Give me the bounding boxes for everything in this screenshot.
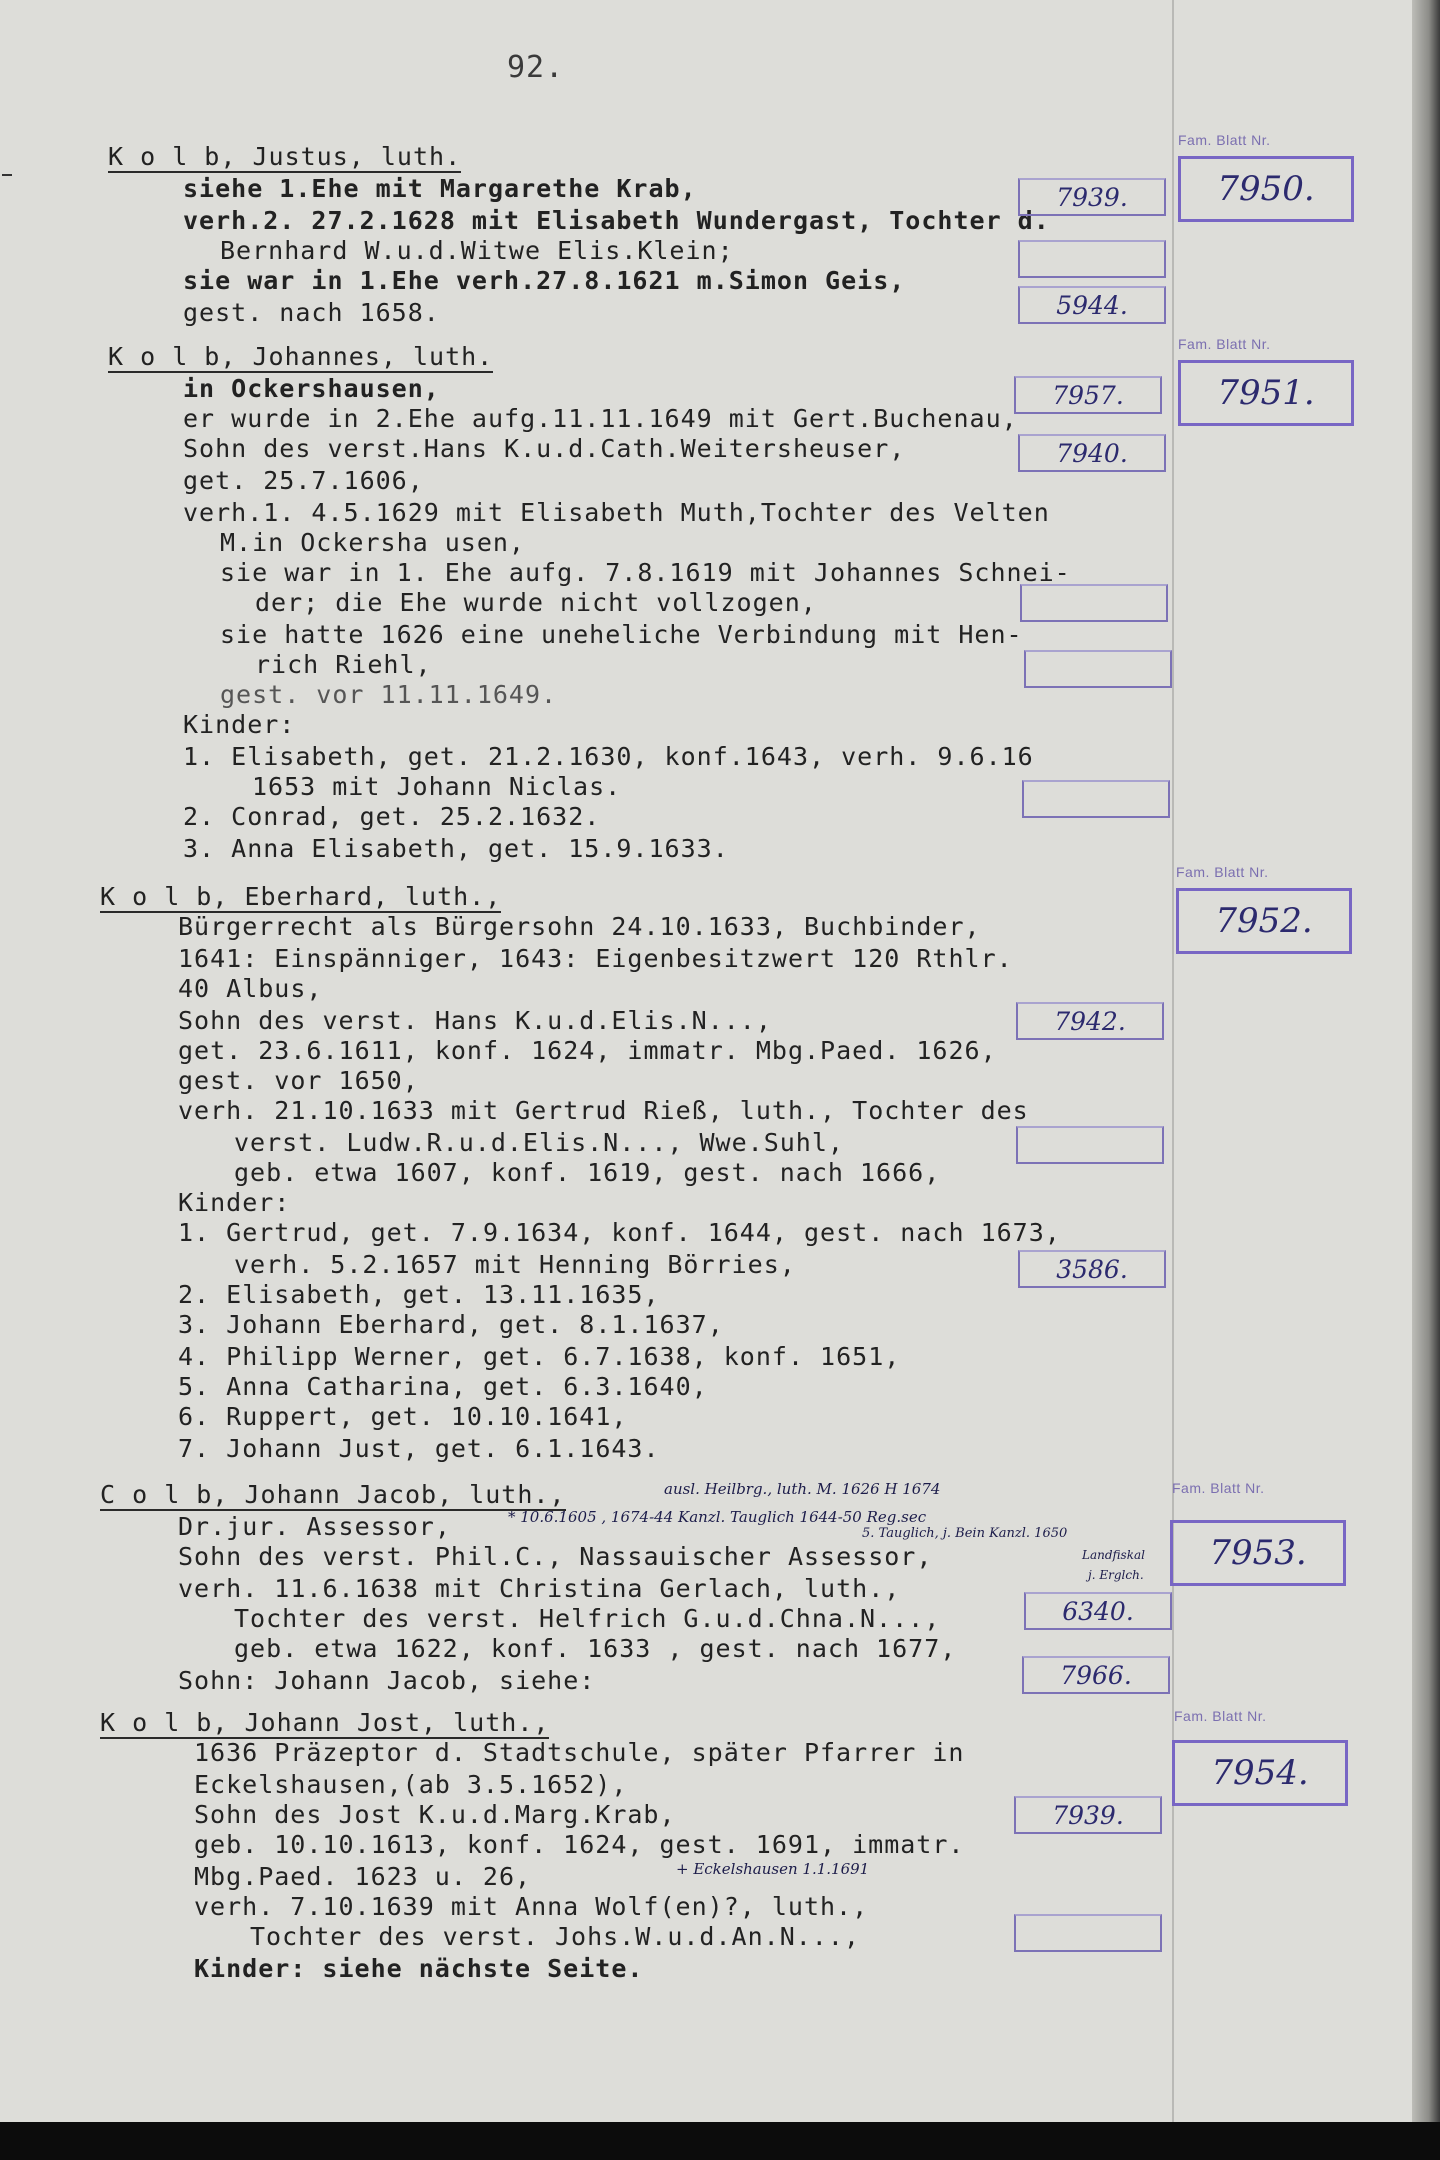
entry-line: M.in Ockersha usen, (220, 528, 525, 557)
entry-line: Tochter des verst. Johs.W.u.d.An.N..., (250, 1922, 860, 1951)
reference-box (1020, 584, 1168, 622)
fam-blatt-label: Fam. Blatt Nr. (1172, 1480, 1265, 1496)
reference-box: 3586. (1018, 1250, 1166, 1288)
reference-box (1024, 650, 1172, 688)
entry-line: rich Riehl, (255, 650, 432, 679)
entry-line: 1636 Präzeptor d. Stadtschule, später Pfarrer in (194, 1738, 965, 1767)
entry-line: 1. Gertrud, get. 7.9.1634, konf. 1644, gest. nach 1673, (178, 1218, 1061, 1247)
reference-box: 7942. (1016, 1002, 1164, 1040)
reference-box: 7939. (1018, 178, 1166, 216)
entry-line: Bernhard W.u.d.Witwe Elis.Klein; (220, 236, 734, 265)
entry-line: verh.1. 4.5.1629 mit Elisabeth Muth,Tochter des Velten (183, 498, 1050, 527)
entry-line: Sohn des Jost K.u.d.Marg.Krab, (194, 1800, 676, 1829)
entry-line: Kinder: (183, 710, 296, 739)
entry-line: Eckelshausen,(ab 3.5.1652), (194, 1770, 628, 1799)
handwritten-note: * 10.6.1605 , 1674-44 Kanzl. Tauglich 1644-50 Reg.sec (508, 1508, 927, 1526)
reference-box (1018, 240, 1166, 278)
entry-line: 6. Ruppert, get. 10.10.1641, (178, 1402, 628, 1431)
margin-mark (2, 174, 12, 176)
handwritten-note: ausl. Heilbrg., luth. M. 1626 H 1674 (664, 1480, 941, 1498)
entry-line: 5. Anna Catharina, get. 6.3.1640, (178, 1372, 708, 1401)
scan-border (0, 2122, 1440, 2160)
entry-line: Dr.jur. Assessor, (178, 1512, 451, 1541)
entry-line: Sohn des verst. Hans K.u.d.Elis.N..., (178, 1006, 772, 1035)
entry-line: 3. Anna Elisabeth, get. 15.9.1633. (183, 834, 729, 863)
reference-box (1022, 780, 1170, 818)
entry-line: verst. Ludw.R.u.d.Elis.N..., Wwe.Suhl, (234, 1128, 844, 1157)
entry-line: verh.2. 27.2.1628 mit Elisabeth Wundergast, Tochter d. (183, 206, 1050, 235)
entry-line: Kinder: siehe nächste Seite. (194, 1954, 644, 1983)
page-edge-shadow (1412, 0, 1440, 2160)
entry-line: Kinder: (178, 1188, 291, 1217)
fam-blatt-number: 7954. (1172, 1740, 1348, 1806)
entry-line: Mbg.Paed. 1623 u. 26, (194, 1862, 532, 1891)
entry-line: get. 23.6.1611, konf. 1624, immatr. Mbg.Paed. 1626, (178, 1036, 997, 1065)
reference-box: 7940. (1018, 434, 1166, 472)
entry-line: verh. 7.10.1639 mit Anna Wolf(en)?, luth., (194, 1892, 869, 1921)
entry-line: 4. Philipp Werner, get. 6.7.1638, konf. 1651, (178, 1342, 901, 1371)
fam-blatt-label: Fam. Blatt Nr. (1174, 1708, 1267, 1724)
reference-box: 6340. (1024, 1592, 1172, 1630)
fam-blatt-number: 7952. (1176, 888, 1352, 954)
entry-line: Sohn: Johann Jacob, siehe: (178, 1666, 596, 1695)
fam-blatt-label: Fam. Blatt Nr. (1176, 864, 1269, 880)
fam-blatt-number: 7951. (1178, 360, 1354, 426)
entry-line: gest. vor 11.11.1649. (220, 680, 558, 709)
entry-heading: K o l b, Justus, luth. (108, 142, 462, 171)
reference-box: 7939. (1014, 1796, 1162, 1834)
entry-line: Tochter des verst. Helfrich G.u.d.Chna.N..., (234, 1604, 941, 1633)
entry-line: siehe 1.Ehe mit Margarethe Krab, (183, 174, 697, 203)
entry-heading: K o l b, Johannes, luth. (108, 342, 494, 371)
handwritten-note: j. Erglch. (1088, 1568, 1144, 1582)
entry-line: verh. 5.2.1657 mit Henning Börries, (234, 1250, 796, 1279)
fam-blatt-label: Fam. Blatt Nr. (1178, 132, 1271, 148)
fam-blatt-number: 7953. (1170, 1520, 1346, 1586)
entry-line: 1641: Einspänniger, 1643: Eigenbesitzwert 120 Rthlr. (178, 944, 1013, 973)
entry-line: Bürgerrecht als Bürgersohn 24.10.1633, Buchbinder, (178, 912, 981, 941)
reference-box: 5944. (1018, 286, 1166, 324)
entry-line: 2. Elisabeth, get. 13.11.1635, (178, 1280, 660, 1309)
entry-line: in Ockershausen, (183, 374, 440, 403)
handwritten-note: 5. Tauglich, j. Bein Kanzl. 1650 (862, 1526, 1068, 1541)
entry-line: 1653 mit Johann Niclas. (252, 772, 622, 801)
fam-blatt-number: 7950. (1178, 156, 1354, 222)
entry-line: 2. Conrad, get. 25.2.1632. (183, 802, 601, 831)
entry-line: 40 Albus, (178, 974, 323, 1003)
entry-line: gest. nach 1658. (183, 298, 440, 327)
entry-line: der; die Ehe wurde nicht vollzogen, (255, 588, 817, 617)
entry-line: gest. vor 1650, (178, 1066, 419, 1095)
entry-line: sie war in 1.Ehe verh.27.8.1621 m.Simon Geis, (183, 266, 906, 295)
entry-line: er wurde in 2.Ehe aufg.11.11.1649 mit Gert.Buchenau, (183, 404, 1018, 433)
entry-line: sie hatte 1626 eine uneheliche Verbindung mit Hen- (220, 620, 1023, 649)
reference-box (1014, 1914, 1162, 1952)
entry-line: Sohn des verst.Hans K.u.d.Cath.Weitersheuser, (183, 434, 906, 463)
entry-heading: C o l b, Johann Jacob, luth., (100, 1480, 566, 1509)
entry-line: geb. etwa 1622, konf. 1633 , gest. nach 1677, (234, 1634, 957, 1663)
entry-line: 7. Johann Just, get. 6.1.1643. (178, 1434, 660, 1463)
entry-line: geb. etwa 1607, konf. 1619, gest. nach 1666, (234, 1158, 941, 1187)
entry-line: 1. Elisabeth, get. 21.2.1630, konf.1643, verh. 9.6.16 (183, 742, 1034, 771)
reference-box: 7966. (1022, 1656, 1170, 1694)
entry-line: get. 25.7.1606, (183, 466, 424, 495)
entry-heading: K o l b, Johann Jost, luth., (100, 1708, 550, 1737)
entry-heading: K o l b, Eberhard, luth., (100, 882, 502, 911)
page-number: 92. (507, 50, 565, 85)
handwritten-note: + Eckelshausen 1.1.1691 (676, 1860, 870, 1878)
entry-line: Sohn des verst. Phil.C., Nassauischer Assessor, (178, 1542, 933, 1571)
entry-line: verh. 21.10.1633 mit Gertrud Rieß, luth., Tochter des (178, 1096, 1029, 1125)
fam-blatt-label: Fam. Blatt Nr. (1178, 336, 1271, 352)
reference-box: 7957. (1014, 376, 1162, 414)
entry-line: geb. 10.10.1613, konf. 1624, gest. 1691, immatr. (194, 1830, 965, 1859)
entry-line: 3. Johann Eberhard, get. 8.1.1637, (178, 1310, 724, 1339)
entry-line: verh. 11.6.1638 mit Christina Gerlach, luth., (178, 1574, 901, 1603)
reference-box (1016, 1126, 1164, 1164)
entry-line: sie war in 1. Ehe aufg. 7.8.1619 mit Johannes Schnei- (220, 558, 1071, 587)
handwritten-note: Landfiskal (1082, 1548, 1145, 1562)
